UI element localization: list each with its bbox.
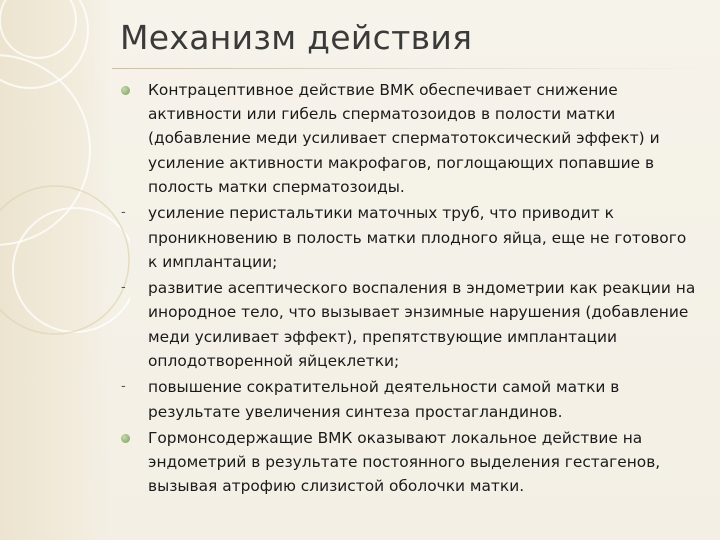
list-item-text: Гормонсодержащие ВМК оказывают локальное действие на эндометрий в результате постоянного выделения гестагенов, вызывая атрофию слизистой оболочки матки. [148,429,661,496]
dash-marker: - [121,280,126,296]
list-item-text: повышение сократительной деятельности самой матки в результате увеличения синтеза простагландинов. [148,378,620,421]
list-item [118,375,698,423]
list-item [118,276,698,373]
list-item-text: Контрацептивное действие ВМК обеспечивает снижение активности или гибель сперматозоидов в полости матки (добавление меди усиливает сперматотоксический эффект) и усиление активности макрофагов, поглощающих попавшие в полость матки сперматозоиды. [148,81,660,196]
dash-marker: - [121,205,126,221]
title-divider [112,68,720,69]
page-title: Механизм действия [120,18,473,57]
content-list [118,78,698,501]
bullet-icon [121,86,130,95]
list-item [118,201,698,274]
dash-marker: - [121,379,126,395]
list-item [118,78,698,199]
list-item-text: усиление перистальтики маточных труб, что приводит к проникновению в полость матки плодного яйца, еще не готового к имплантации; [148,204,687,271]
decorative-circles [0,0,130,340]
bullet-icon [121,434,130,443]
list-item-text: развитие асептического воспаления в эндометрии как реакции на инородное тело, что вызывает энзимные нарушения (добавление меди усиливает эффект), препятствующие имплантации оплодотворенной яйцеклетки; [148,279,696,370]
list-item [118,426,698,499]
